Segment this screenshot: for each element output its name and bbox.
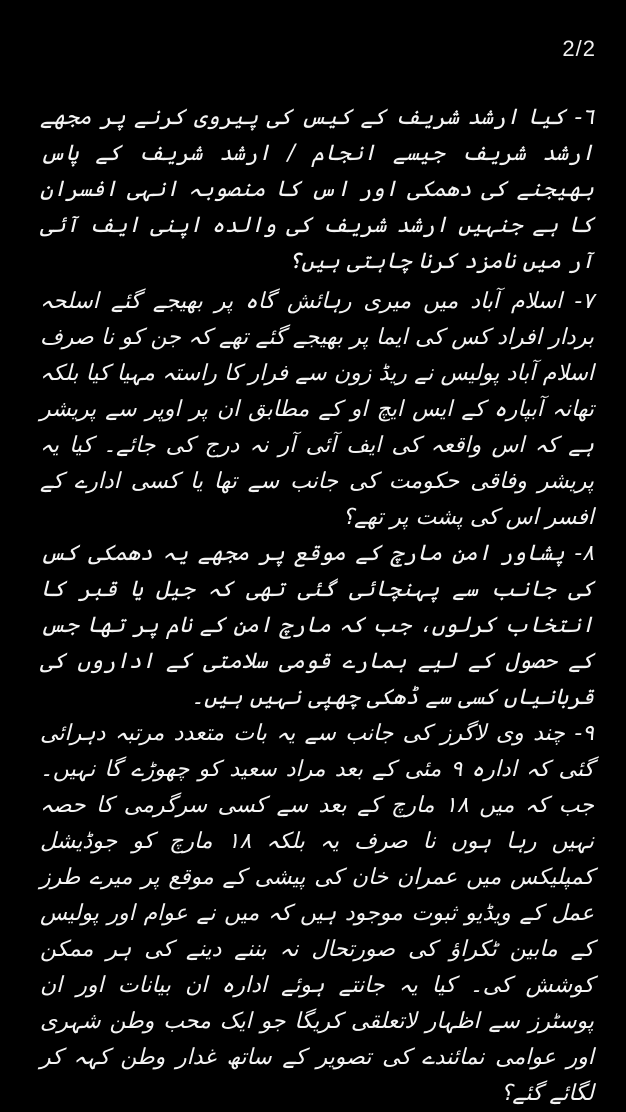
page-indicator: 2/2 [562,36,596,61]
paragraph-8: ٨- پشاور امن مارچ کے موقع پر مجھے یہ دھمکی کس کی جانب سے پہنچائی گئی تھی کہ جیل یا قبر کا انتخاب کرلوں، جب کہ مارچ امن کے نام پر تھا جس کے حصول کے لیے ہمارے قومی سلامتی کے اداروں کی قربانیاں کسی سے ڈھکی چھپی نہیں ہیں۔ [40,541,594,710]
paragraph-6: ٦- کیا ارشد شریف کے کیس کی پیروی کرنے پر مجھے ارشد شریف جیسے انجام / ارشد شریف کے پاس بھیجنے کی دھمکی اور اس کا منصوبہ انہی افسران کا ہے جنہیں ارشد شریف کی والدہ اپنی ایف آئی آر میں نامزد کرنا چاہتی ہیں؟ [40,105,594,274]
paragraph-9: ٩- چند وی لاگرز کی جانب سے یہ بات متعدد مرتبہ دہرائی گئی کہ ادارہ ٩ مئی کے بعد مراد سعید کو چھوڑے گا نہیں۔ جب کہ میں ١٨ مارچ کے بعد سے کسی سرگرمی کا حصہ نہیں رہا ہوں نا صرف یہ بلکہ ١٨ مارچ کو جوڈیشل کمپلیکس میں عمران خان کی پیشی کے موقع پر میرے طرز عمل کے ویڈیو ثبوت موجود ہیں کہ میں نے عوام اور پولیس کے مابین ٹکراؤ کی صورتحال نہ بننے دینے کی ہر ممکن کوشش کی۔ کیا یہ جانتے ہوئے ادارہ ان بیانات اور ان پوسٹرز سے اظہار لاتعلقی کریگا جو ایک محب وطن شہری اور عوامی نمائندے کی تصویر کے ساتھ غدار وطن کہہ کر لگائے گئے؟ [40,721,595,1106]
paragraph-7: ٧- اسلام آباد میں میری رہائش گاہ پر بھیجے گئے اسلحہ بردار افراد کس کی ایما پر بھیجے گئے تھے کہ جن کو نا صرف اسلام آباد پولیس نے ریڈ زون سے فرار کا راستہ مہیا کیا بلکہ تھانہ آبپارہ کے ایس ایچ او کے مطابق ان پر اوپر سے پریشر ہے کہ اس واقعہ کی ایف آئی آر نہ درج کی جائے۔ کیا یہ پریشر وفاقی حکومت کی جانب سے تھا یا کسی ادارے کے افسر اس کی پشت پر تھے؟ [40,289,594,530]
